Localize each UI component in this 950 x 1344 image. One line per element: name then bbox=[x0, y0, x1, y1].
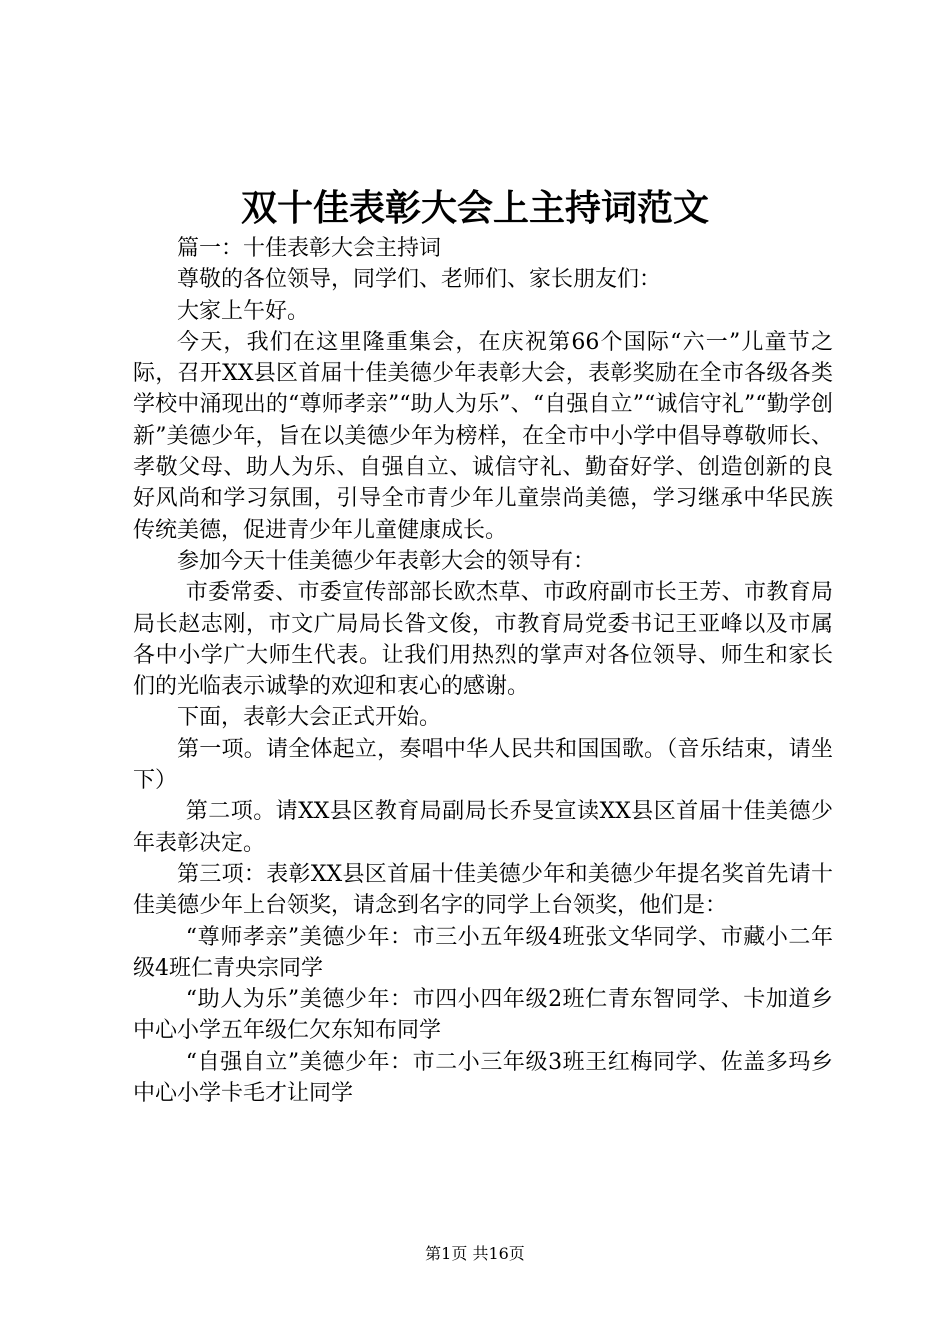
paragraph-leaders-list: 市委常委、市委宣传部部长欧杰草、市政府副市长王芳、市教育局局长赵志刚，市文广局局长昝文俊，市教育局党委书记王亚峰以及市属各中小学广大师生代表。让我们用热烈的掌声对各位领导、师生和家长们的光临表示诚挚的欢迎和衷心的感谢。 bbox=[133, 580, 833, 700]
paragraph-leaders-intro: 参加今天十佳美德少年表彰大会的领导有： bbox=[177, 548, 596, 574]
paragraph-section-heading: 篇一：十佳表彰大会主持词 bbox=[177, 236, 442, 261]
page-title: 双十佳表彰大会上主持词范文 bbox=[240, 187, 709, 229]
paragraph-item-one: 第一项。请全体起立，奏唱中华人民共和国国歌。（音乐结束，请坐下） bbox=[133, 736, 833, 794]
paragraph-salutation: 尊敬的各位领导，同学们、老师们、家长朋友们： bbox=[177, 267, 662, 293]
paragraph-greeting: 大家上午好。 bbox=[177, 298, 310, 324]
paragraph-opening: 今天，我们在这里隆重集会，在庆祝第66个国际“六一”儿童节之际，召开XX县区首届十佳美德少年表彰大会，表彰奖励在全市各级各类学校中涌现出的“尊师孝亲”“助人为乐”、“自强自立”“诚信守礼”“勤学创新”美德少年，旨在以美德少年为榜样，在全市中小学中倡导尊敬师长、孝敬父母、助人为乐、自强自立、诚信守礼、勤奋好学、创造创新的良好风尚和学习氛围，引导全市青少年儿童崇尚美德，学习继承中华民族传统美德，促进青少年儿童健康成长。 bbox=[133, 329, 833, 543]
paragraph-award-helping: “助人为乐”美德少年：市四小四年级2班仁青东智同学、卡加道乡中心小学五年级仁欠东知布同学 bbox=[133, 987, 833, 1044]
paragraph-item-two: 第二项。请XX县区教育局副局长乔旻宣读XX县区首届十佳美德少年表彰决定。 bbox=[133, 799, 833, 856]
paragraph-award-selfreliance: “自强自立”美德少年：市二小三年级3班王红梅同学、佐盖多玛乡中心小学卡毛才让同学 bbox=[133, 1049, 833, 1107]
paragraph-item-three: 第三项：表彰XX县区首届十佳美德少年和美德少年提名奖首先请十佳美德少年上台领奖，请念到名字的同学上台领奖，他们是： bbox=[133, 861, 833, 919]
document-body bbox=[133, 233, 833, 1109]
paragraph-award-respect: “尊师孝亲”美德少年：市三小五年级4班张文华同学、市藏小二年级4班仁青央宗同学 bbox=[133, 924, 833, 981]
paragraph-start: 下面，表彰大会正式开始。 bbox=[177, 705, 442, 731]
page-footer: 第1页 共16页 bbox=[425, 1244, 525, 1263]
